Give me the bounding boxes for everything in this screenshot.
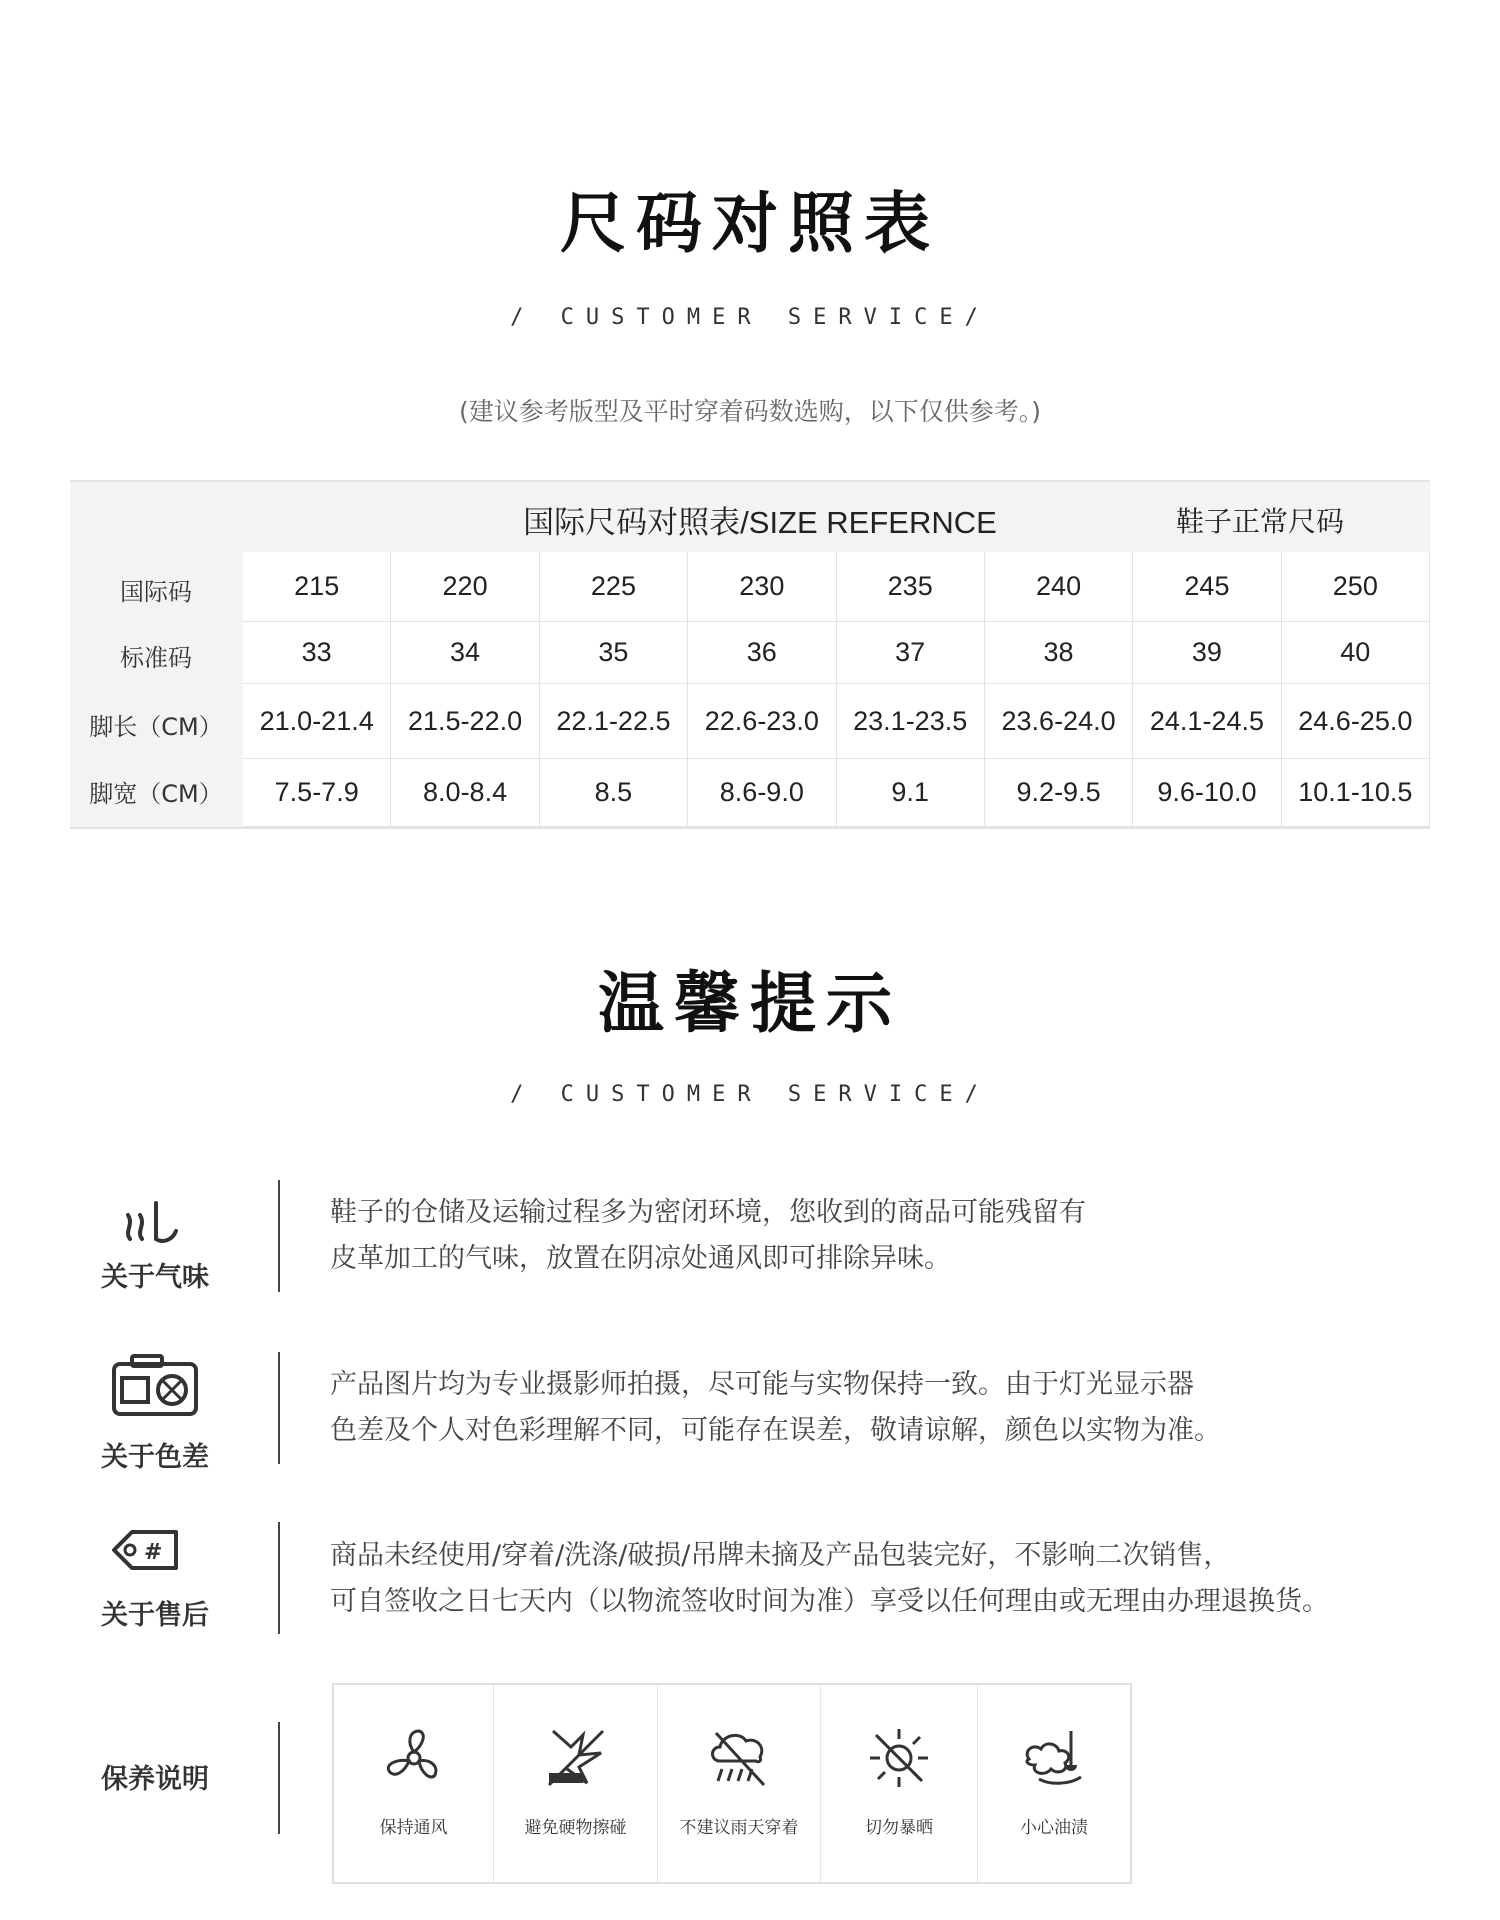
cell-foot-length: 23.1-23.5 bbox=[837, 684, 985, 759]
size-section-subtitle: / CUSTOMER SERVICE/ bbox=[510, 305, 990, 330]
cell-intl: 225 bbox=[540, 552, 688, 622]
size-grid bbox=[243, 552, 1430, 827]
tip-label-color: 关于色差 bbox=[101, 1442, 209, 1473]
care-box bbox=[332, 1683, 1132, 1884]
svg-text:#: # bbox=[144, 1540, 163, 1565]
row-label-foot-length: 脚长（CM） bbox=[89, 713, 223, 741]
cell-foot-width: 9.6-10.0 bbox=[1133, 759, 1281, 827]
care-text: 保持通风 bbox=[379, 1818, 448, 1838]
tip-label-smell: 关于气味 bbox=[101, 1262, 209, 1293]
tip-line: 商品未经使用/穿着/洗涤/破损/吊牌未摘及产品包装完好，不影响二次销售， bbox=[330, 1540, 1231, 1571]
tips-section-subtitle: / CUSTOMER SERVICE/ bbox=[510, 1082, 990, 1107]
cell-foot-length: 22.1-22.5 bbox=[540, 684, 688, 759]
cell-standard: 36 bbox=[688, 622, 836, 684]
care-text: 避免硬物擦碰 bbox=[524, 1818, 627, 1838]
tip-line: 产品图片均为专业摄影师拍摄，尽可能与实物保持一致。由于灯光显示器 bbox=[330, 1369, 1194, 1400]
cell-intl: 240 bbox=[985, 552, 1133, 622]
smell-icon bbox=[110, 1195, 200, 1245]
cell-foot-width: 9.1 bbox=[837, 759, 985, 827]
size-table bbox=[70, 480, 1430, 829]
cell-foot-width: 8.5 bbox=[540, 759, 688, 827]
tips-section-title: 温馨提示 bbox=[598, 965, 902, 1042]
cell-intl: 235 bbox=[837, 552, 985, 622]
care-item-no-rain bbox=[658, 1685, 821, 1882]
row-label-foot-width: 脚宽（CM） bbox=[89, 780, 223, 808]
tip-divider bbox=[278, 1180, 280, 1292]
cell-intl: 220 bbox=[391, 552, 539, 622]
cell-foot-width: 10.1-10.5 bbox=[1282, 759, 1430, 827]
size-table-title: 国际尺码对照表/SIZE REFERNCE bbox=[523, 505, 997, 540]
cell-foot-length: 23.6-24.0 bbox=[985, 684, 1133, 759]
cell-intl: 250 bbox=[1282, 552, 1430, 622]
cell-foot-width: 7.5-7.9 bbox=[243, 759, 391, 827]
tip-line: 可自签收之日七天内（以物流签收时间为准）享受以任何理由或无理由办理退换货。 bbox=[330, 1586, 1329, 1617]
care-text: 切勿暴晒 bbox=[865, 1818, 933, 1838]
tip-text-color bbox=[330, 1362, 1450, 1454]
tip-divider bbox=[278, 1352, 280, 1464]
no-scratch-icon bbox=[543, 1725, 609, 1791]
cell-standard: 37 bbox=[837, 622, 985, 684]
cell-foot-length: 24.1-24.5 bbox=[1133, 684, 1281, 759]
no-rain-icon bbox=[706, 1725, 772, 1791]
tag-icon bbox=[110, 1528, 182, 1572]
cell-foot-width: 8.6-9.0 bbox=[688, 759, 836, 827]
size-table-side-title: 鞋子正常尺码 bbox=[1175, 505, 1344, 538]
cell-intl: 230 bbox=[688, 552, 836, 622]
fan-icon bbox=[381, 1725, 447, 1791]
oil-stain-icon bbox=[1019, 1725, 1089, 1791]
cell-foot-width: 9.2-9.5 bbox=[985, 759, 1133, 827]
care-label: 保养说明 bbox=[101, 1764, 209, 1795]
cell-foot-length: 21.5-22.0 bbox=[391, 684, 539, 759]
row-label-international: 国际码 bbox=[120, 578, 192, 606]
cell-foot-length: 22.6-23.0 bbox=[688, 684, 836, 759]
care-text: 不建议雨天穿着 bbox=[679, 1818, 799, 1838]
cell-foot-length: 21.0-21.4 bbox=[243, 684, 391, 759]
cell-foot-length: 24.6-25.0 bbox=[1282, 684, 1430, 759]
care-divider bbox=[278, 1722, 280, 1834]
cell-standard: 39 bbox=[1133, 622, 1281, 684]
tip-label-after-sale: 关于售后 bbox=[101, 1600, 209, 1631]
size-section-title: 尺码对照表 bbox=[560, 185, 940, 262]
row-label-standard: 标准码 bbox=[120, 644, 192, 672]
tip-divider bbox=[278, 1522, 280, 1634]
size-note: (建议参考版型及平时穿着码数选购，以下仅供参考。) bbox=[458, 397, 1041, 426]
care-item-ventilate bbox=[334, 1685, 494, 1882]
cell-intl: 215 bbox=[243, 552, 391, 622]
no-sun-icon bbox=[866, 1725, 932, 1791]
care-item-oil-stain bbox=[978, 1685, 1130, 1882]
cell-standard: 40 bbox=[1282, 622, 1430, 684]
cell-intl: 245 bbox=[1133, 552, 1281, 622]
tip-text-smell bbox=[330, 1190, 1450, 1282]
tip-line: 色差及个人对色彩理解不同，可能存在误差，敬请谅解，颜色以实物为准。 bbox=[330, 1415, 1221, 1446]
camera-icon bbox=[110, 1352, 202, 1418]
cell-standard: 33 bbox=[243, 622, 391, 684]
care-text: 小心油渍 bbox=[1020, 1818, 1088, 1838]
cell-standard: 34 bbox=[391, 622, 539, 684]
cell-standard: 38 bbox=[985, 622, 1133, 684]
tip-line: 鞋子的仓储及运输过程多为密闭环境，您收到的商品可能残留有 bbox=[330, 1197, 1086, 1228]
care-item-no-sun bbox=[821, 1685, 978, 1882]
tip-text-after-sale bbox=[330, 1533, 1450, 1625]
tip-line: 皮革加工的气味，放置在阴凉处通风即可排除异味。 bbox=[330, 1243, 951, 1274]
cell-standard: 35 bbox=[540, 622, 688, 684]
cell-foot-width: 8.0-8.4 bbox=[391, 759, 539, 827]
care-item-no-scratch bbox=[494, 1685, 658, 1882]
